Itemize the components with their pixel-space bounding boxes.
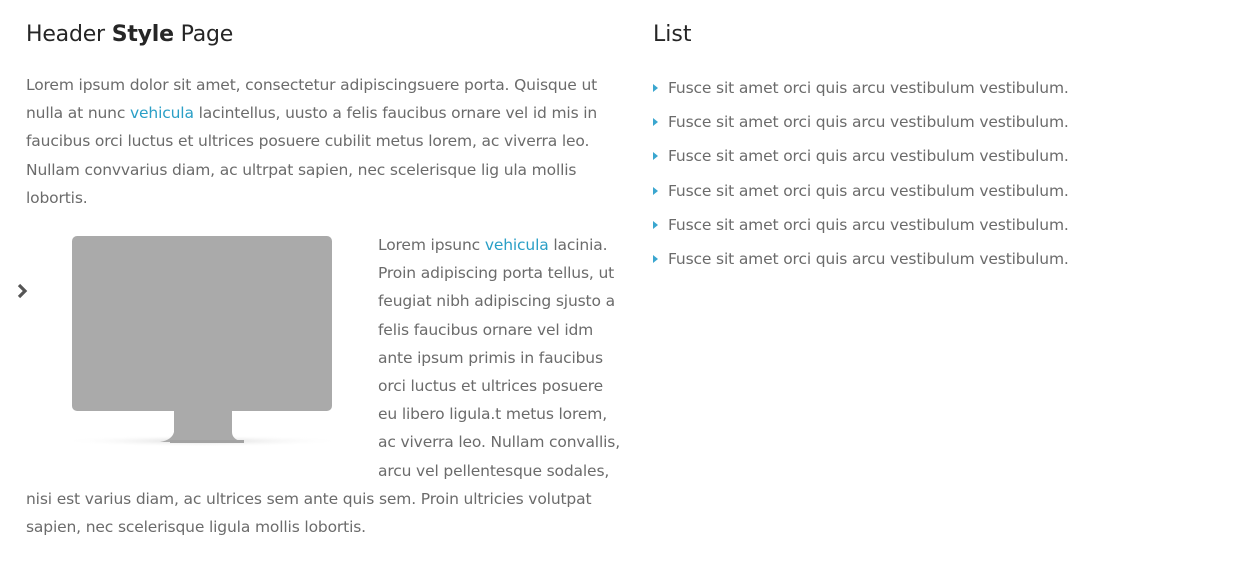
body-text-end: lacinia. Proin adipiscing porta tellus, ut feugiat nibh adipiscing sjusto a felis faucibus ornare vel idm ante ipsum primis in faucibus orci luctus et ultrices posuere eu libero ligula.t metus lorem, ac viverra leo. Nullam convallis, arcu vel pellentesque sodales, nisi est varius diam, ac ultrices sem ante quis sem. Proin ultricies volutpat sapien, nec scelerisque ligula mollis lobortis.	[26, 236, 620, 537]
media-block	[26, 231, 622, 541]
list-item	[653, 139, 1213, 173]
triangle-bullet-icon	[653, 255, 658, 263]
title-emphasis: Style	[111, 22, 174, 47]
list-item	[653, 105, 1213, 139]
body-link[interactable]: vehicula	[484, 236, 549, 255]
title-suffix: Page	[173, 22, 234, 47]
list-item	[653, 208, 1213, 242]
chevron-right-icon[interactable]	[14, 282, 32, 300]
list-item	[653, 174, 1213, 208]
list-item-text: Fusce sit amet orci quis arcu vestibulum vestibulum.	[668, 181, 1069, 200]
intro-text-start: Lorem ipsum dolor sit amet, consectetur adipiscingsuere porta. Quisque ut nulla at nunc	[26, 76, 598, 123]
list-item-text: Fusce sit amet orci quis arcu vestibulum vestibulum.	[668, 113, 1069, 132]
content-column	[26, 18, 622, 541]
figure	[26, 231, 378, 474]
list-item-text: Fusce sit amet orci quis arcu vestibulum vestibulum.	[668, 215, 1069, 234]
title-prefix: Header	[26, 22, 112, 47]
page-title	[26, 18, 622, 52]
monitor-icon	[60, 236, 344, 452]
triangle-bullet-icon	[653, 152, 658, 160]
list-item	[653, 242, 1213, 276]
intro-link[interactable]: vehicula	[130, 104, 194, 123]
triangle-bullet-icon	[653, 118, 658, 126]
list-title: List	[653, 22, 692, 47]
intro-paragraph	[26, 71, 622, 212]
list-item-text: Fusce sit amet orci quis arcu vestibulum vestibulum.	[668, 147, 1069, 166]
list-item	[653, 71, 1213, 105]
triangle-bullet-icon	[653, 221, 658, 229]
bullet-list	[653, 71, 1213, 276]
triangle-bullet-icon	[653, 84, 658, 92]
list-item-text: Fusce sit amet orci quis arcu vestibulum vestibulum.	[668, 79, 1069, 97]
intro-text-end: lacintellus, uusto a felis faucibus ornare vel id mis in faucibus orci luctus et ultrices posuere cubilit metus lorem, ac viverra leo. Nullam convvarius diam, ac ultrpat sapien, nec scelerisque lig ula mollis lobortis.	[26, 104, 598, 207]
body-text-start: Lorem ipsunc	[378, 236, 485, 255]
list-column	[653, 18, 1213, 276]
list-item-text: Fusce sit amet orci quis arcu vestibulum vestibulum.	[668, 250, 1069, 269]
triangle-bullet-icon	[653, 187, 658, 195]
